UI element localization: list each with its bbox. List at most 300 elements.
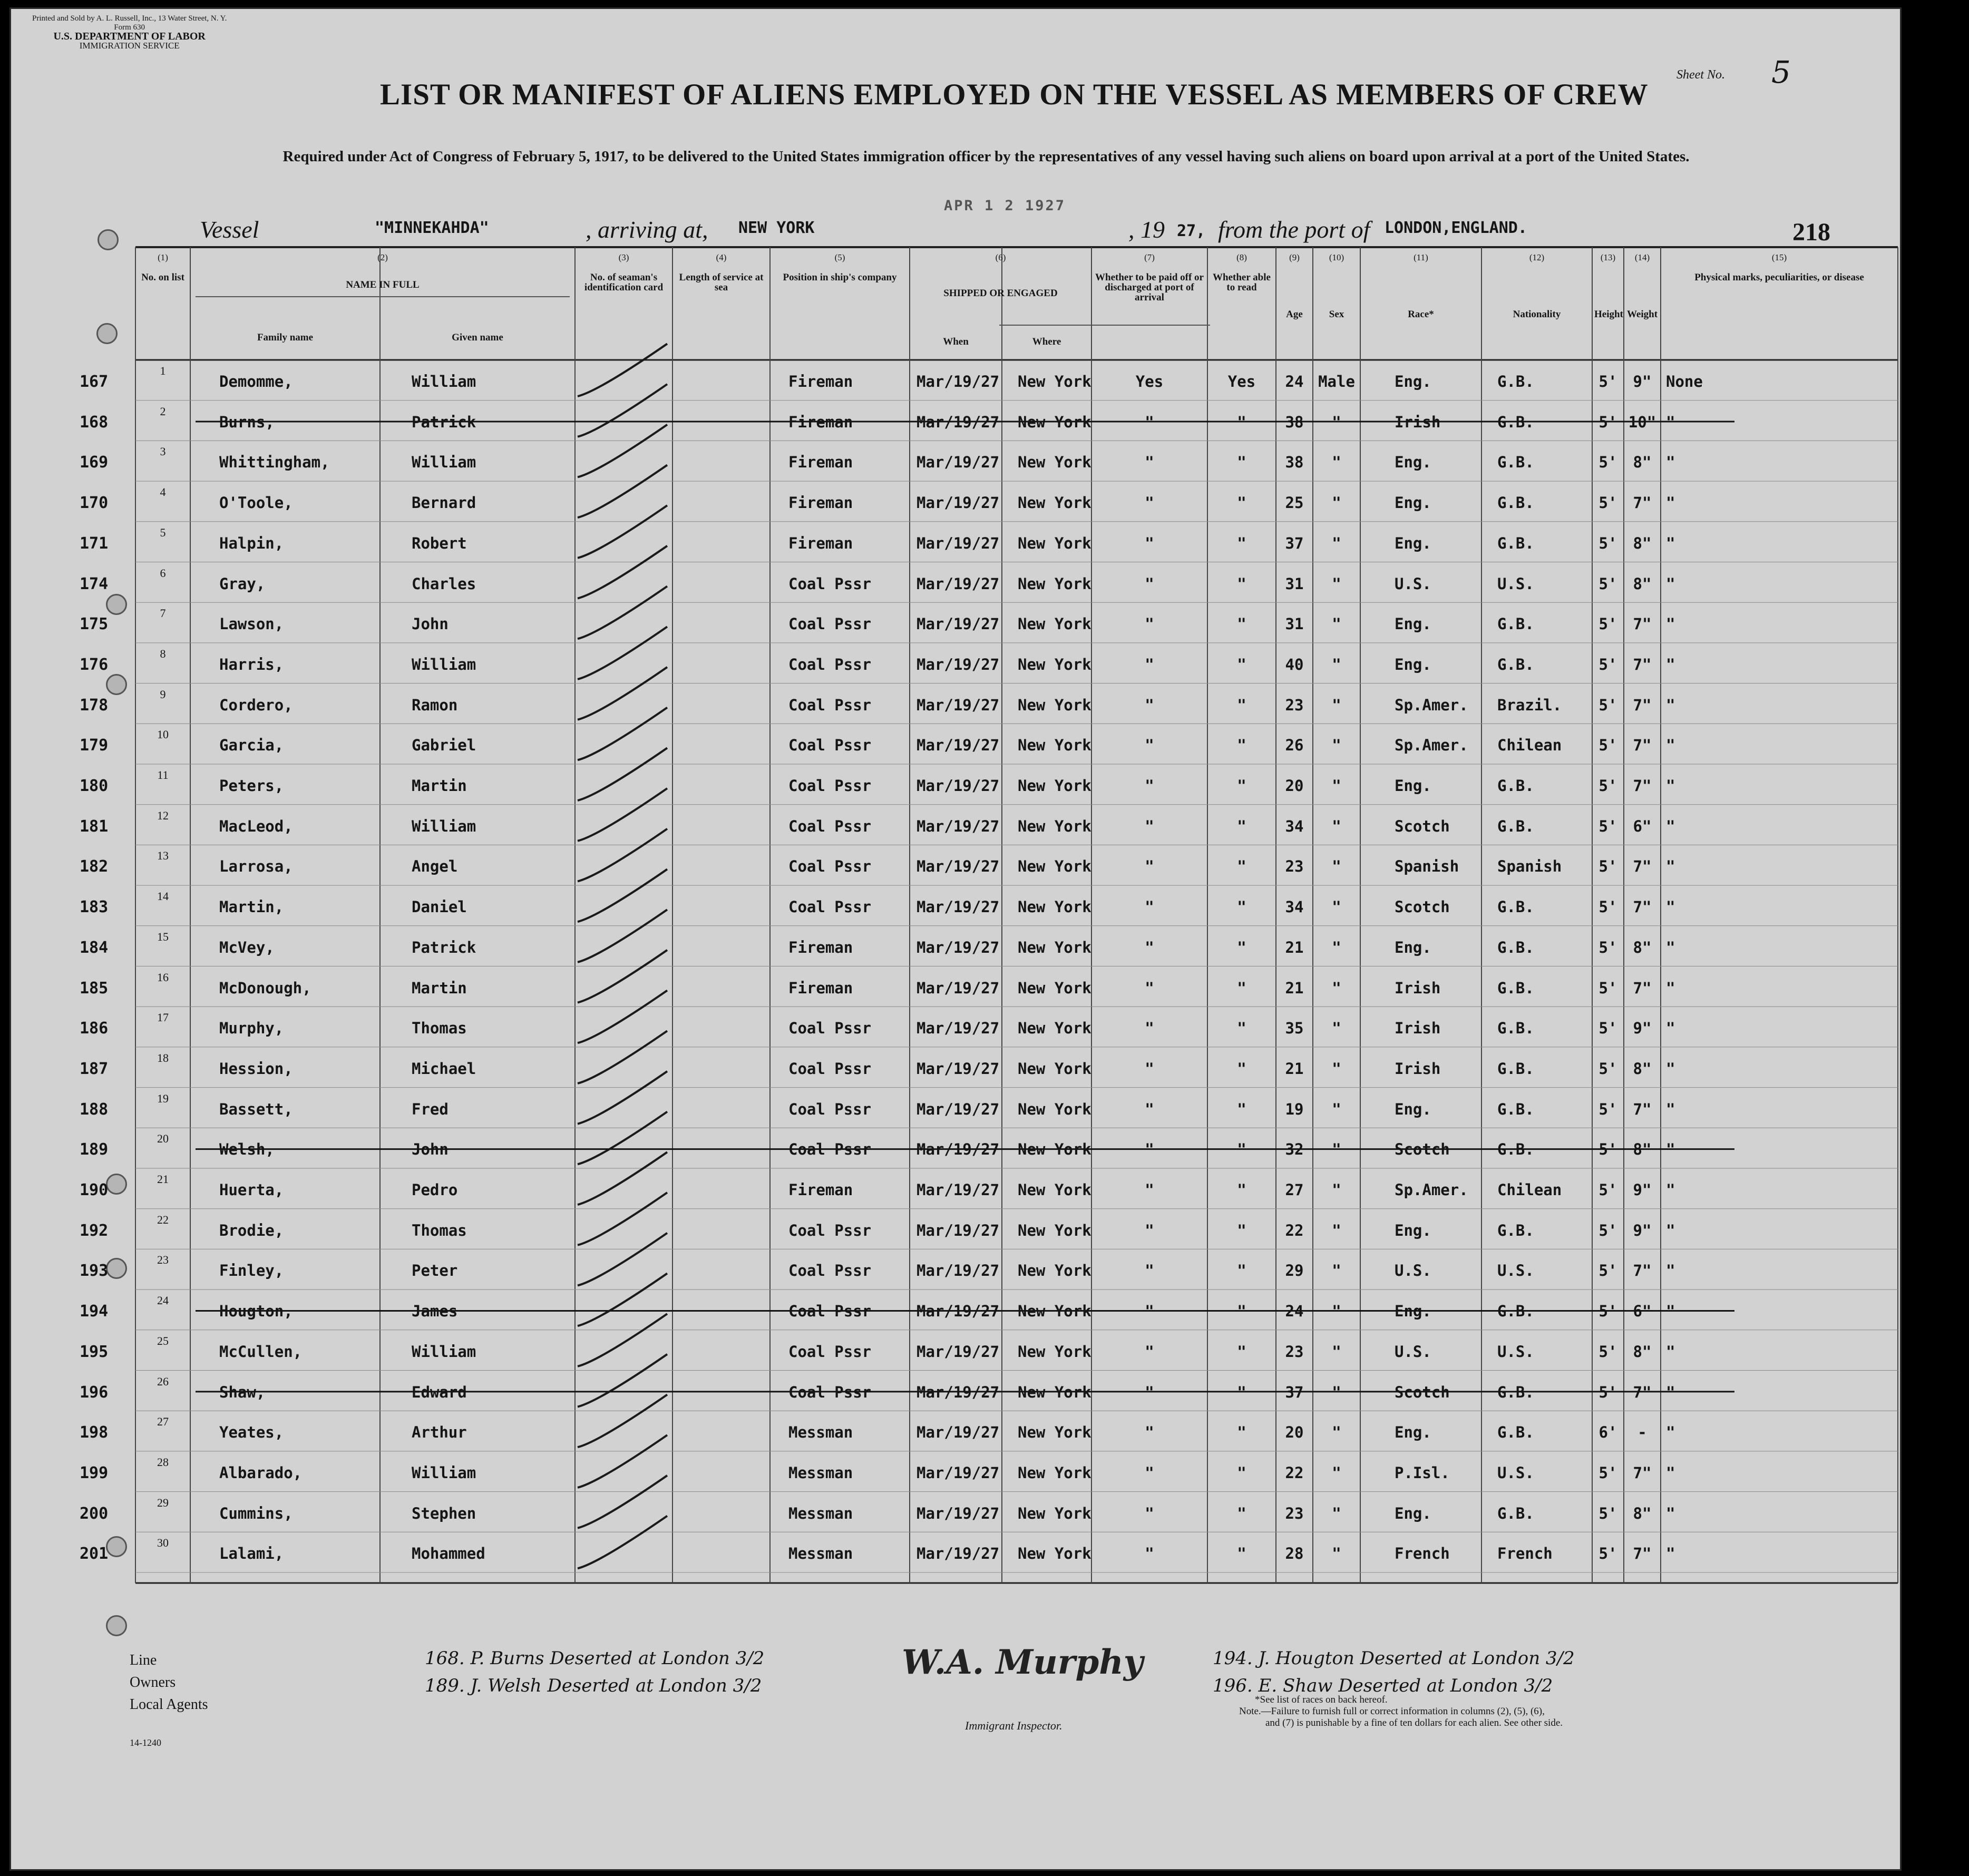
cell-sex: ": [1332, 1019, 1341, 1038]
cell-paid: ": [1145, 1302, 1154, 1321]
cell-read: ": [1237, 696, 1246, 714]
local-agents-label: Local Agents: [130, 1696, 208, 1713]
cell-height: 5': [1598, 1262, 1617, 1280]
ledger-number: 193: [80, 1262, 109, 1281]
column-header: (13): [1600, 252, 1616, 262]
cell-where: New York: [1018, 1181, 1091, 1199]
cell-when: Mar/19/27: [917, 1059, 1000, 1078]
cell-height: 5': [1598, 413, 1617, 431]
cell-family: Brodie,: [219, 1221, 284, 1239]
publisher-line: Printed and Sold by A. L. Russell, Inc., 13 Water Street, N. Y.: [32, 14, 227, 23]
cell-nationality: G.B.: [1497, 1140, 1534, 1159]
cell-weight: 7": [1633, 1100, 1652, 1118]
cell-weight: 7": [1633, 1383, 1652, 1401]
cell-position: Coal Pssr: [788, 696, 872, 714]
cell-when: Mar/19/27: [917, 1140, 1000, 1159]
cell-height: 5': [1598, 696, 1617, 714]
tick-mark: [578, 344, 667, 396]
cell-when: Mar/19/27: [917, 1383, 1000, 1401]
cell-nationality: G.B.: [1497, 979, 1534, 997]
cell-read: ": [1237, 1463, 1246, 1482]
cell-weight: -: [1637, 1423, 1647, 1442]
cell-given: James: [412, 1302, 458, 1321]
ledger-number: 186: [80, 1019, 109, 1038]
cell-height: 5': [1598, 817, 1617, 835]
cell-position: Coal Pssr: [788, 1100, 872, 1118]
cell-weight: 8": [1633, 1059, 1652, 1078]
cell-position: Messman: [788, 1545, 853, 1563]
cell-read: Yes: [1227, 373, 1256, 390]
cell-given: Thomas: [412, 1221, 467, 1239]
form-code: 14-1240: [130, 1737, 161, 1748]
cell-race: Eng.: [1395, 1100, 1431, 1118]
cell-sex: ": [1332, 898, 1341, 916]
ledger-number: 200: [80, 1504, 109, 1523]
cell-paid: Yes: [1135, 373, 1164, 390]
cell-paid: ": [1145, 534, 1154, 552]
cell-family: Hession,: [219, 1059, 293, 1078]
cell-no: 19: [157, 1091, 169, 1105]
cell-family: Cordero,: [219, 696, 293, 714]
cell-no: 20: [157, 1132, 169, 1146]
cell-paid: ": [1145, 655, 1154, 673]
cell-where: New York: [1018, 1302, 1091, 1321]
deserter-note: 196. E. Shaw Deserted at London 3/2: [1213, 1675, 1553, 1696]
cell-nationality: G.B.: [1497, 898, 1534, 916]
cell-race: Sp.Amer.: [1395, 1181, 1468, 1199]
cell-position: Fireman: [788, 534, 853, 552]
cell-age: 23: [1285, 696, 1304, 714]
year-prefix: , 19: [1128, 216, 1165, 243]
cell-when: Mar/19/27: [917, 736, 1000, 755]
cell-weight: 9": [1633, 1181, 1652, 1199]
cell-given: Daniel: [412, 898, 467, 916]
cell-sex: ": [1332, 655, 1341, 673]
cell-when: Mar/19/27: [917, 1019, 1000, 1038]
cell-position: Coal Pssr: [788, 898, 872, 916]
cell-where: New York: [1018, 979, 1091, 997]
cell-where: New York: [1018, 1140, 1091, 1159]
cell-read: ": [1237, 1342, 1246, 1361]
cell-read: ": [1237, 736, 1246, 755]
cell-when: Mar/19/27: [917, 1302, 1000, 1321]
cell-age: 35: [1285, 1019, 1304, 1038]
cell-sex: ": [1332, 494, 1341, 512]
cell-given: Thomas: [412, 1019, 467, 1038]
cell-read: ": [1237, 898, 1246, 916]
cell-marks: ": [1666, 615, 1675, 633]
cell-family: Martin,: [219, 898, 284, 916]
cell-position: Coal Pssr: [788, 1059, 872, 1078]
cell-race: Scotch: [1395, 898, 1450, 916]
cell-race: Eng.: [1395, 453, 1431, 472]
cell-read: ": [1237, 1545, 1246, 1563]
cell-where: New York: [1018, 574, 1091, 593]
cell-weight: 9": [1633, 1221, 1652, 1239]
cell-family: Burns,: [219, 413, 275, 431]
cell-family: McCullen,: [219, 1342, 303, 1361]
cell-family: Murphy,: [219, 1019, 284, 1038]
cell-age: 21: [1285, 1059, 1304, 1078]
cell-position: Messman: [788, 1463, 853, 1482]
cell-when: Mar/19/27: [917, 655, 1000, 673]
cell-where: New York: [1018, 1423, 1091, 1442]
cell-given: Patrick: [412, 413, 476, 431]
cell-family: McDonough,: [219, 979, 311, 997]
cell-age: 40: [1285, 655, 1304, 673]
cell-where: New York: [1018, 1221, 1091, 1239]
cell-given: John: [412, 615, 449, 633]
column-header: (15): [1771, 252, 1787, 262]
cell-paid: ": [1145, 979, 1154, 997]
cell-age: 26: [1285, 736, 1304, 755]
cell-given: Pedro: [412, 1181, 458, 1199]
cell-when: Mar/19/27: [917, 817, 1000, 835]
column-header: Length of service at sea: [679, 272, 764, 293]
cell-read: ": [1237, 1383, 1246, 1401]
cell-paid: ": [1145, 857, 1154, 876]
cell-read: ": [1237, 1100, 1246, 1118]
cell-race: French: [1395, 1545, 1450, 1563]
cell-position: Coal Pssr: [788, 1302, 872, 1321]
cell-race: Spanish: [1395, 857, 1459, 876]
vessel-label: Vessel: [200, 216, 259, 243]
cell-weight: 7": [1633, 736, 1652, 755]
cell-nationality: Chilean: [1497, 1181, 1562, 1199]
cell-position: Coal Pssr: [788, 615, 872, 633]
cell-marks: ": [1666, 1181, 1675, 1199]
cell-where: New York: [1018, 1019, 1091, 1038]
cell-read: ": [1237, 615, 1246, 633]
cell-family: Albarado,: [219, 1463, 303, 1482]
ledger-number: 201: [80, 1545, 109, 1564]
cell-marks: ": [1666, 1545, 1675, 1563]
cell-given: Angel: [412, 857, 458, 876]
cell-when: Mar/19/27: [917, 534, 1000, 552]
cell-no: 5: [160, 525, 166, 539]
manifest-sheet: [9, 7, 1902, 1871]
cell-nationality: French: [1497, 1545, 1553, 1563]
cell-given: Edward: [412, 1383, 467, 1401]
cell-weight: 9": [1633, 1019, 1652, 1038]
cell-no: 2: [160, 404, 166, 418]
cell-family: Welsh,: [219, 1140, 275, 1159]
ledger-number: 167: [80, 373, 109, 391]
cell-given: Gabriel: [412, 736, 476, 755]
ledger-number: 181: [80, 817, 109, 836]
cell-when: Mar/19/27: [917, 1545, 1000, 1563]
cell-nationality: Brazil.: [1497, 696, 1562, 714]
cell-sex: ": [1332, 1140, 1341, 1159]
cell-given: Charles: [412, 574, 476, 593]
cell-read: ": [1237, 494, 1246, 512]
cell-height: 5': [1598, 1221, 1617, 1239]
cell-sex: ": [1332, 1059, 1341, 1078]
cell-position: Fireman: [788, 938, 853, 956]
cell-where: New York: [1018, 938, 1091, 956]
cell-read: ": [1237, 938, 1246, 956]
cell-read: ": [1237, 1059, 1246, 1078]
cell-where: New York: [1018, 1262, 1091, 1280]
ledger-number: 189: [80, 1140, 109, 1159]
cell-given: William: [412, 1463, 476, 1482]
cell-age: 32: [1285, 1140, 1304, 1159]
cell-when: Mar/19/27: [917, 1262, 1000, 1280]
cell-family: Shaw,: [219, 1383, 266, 1401]
cell-marks: ": [1666, 1221, 1675, 1239]
fine-print: and (7) is punishable by a fine of ten dollars for each alien. See other side.: [1265, 1717, 1563, 1728]
cell-paid: ": [1145, 1059, 1154, 1078]
cell-read: ": [1237, 1221, 1246, 1239]
column-header: Whether able to read: [1213, 272, 1271, 293]
cell-nationality: G.B.: [1497, 413, 1534, 431]
cell-marks: ": [1666, 1019, 1675, 1038]
cell-marks: ": [1666, 938, 1675, 956]
column-header: Nationality: [1513, 309, 1561, 320]
cell-when: Mar/19/27: [917, 696, 1000, 714]
cell-height: 5': [1598, 979, 1617, 997]
cell-paid: ": [1145, 1181, 1154, 1199]
cell-read: ": [1237, 1262, 1246, 1280]
cell-no: 13: [157, 849, 169, 863]
cell-no: 21: [157, 1172, 169, 1186]
cell-when: Mar/19/27: [917, 574, 1000, 593]
cell-read: ": [1237, 574, 1246, 593]
line-label: Line: [130, 1652, 157, 1668]
cell-family: Gray,: [219, 574, 266, 593]
cell-age: 34: [1285, 817, 1304, 835]
column-header: Position in ship's company: [783, 272, 897, 283]
cell-sex: ": [1332, 696, 1341, 714]
cell-nationality: U.S.: [1497, 574, 1534, 593]
cell-paid: ": [1145, 494, 1154, 512]
cell-given: Bernard: [412, 494, 476, 512]
cell-given: William: [412, 453, 476, 472]
cell-paid: ": [1145, 574, 1154, 593]
cell-when: Mar/19/27: [917, 373, 1000, 390]
column-header: Family name: [257, 332, 314, 343]
cell-paid: ": [1145, 1100, 1154, 1118]
page-title: LIST OR MANIFEST OF ALIENS EMPLOYED ON THE VESSEL AS MEMBERS OF CREW: [380, 78, 1649, 111]
cell-marks: ": [1666, 655, 1675, 673]
cell-given: William: [412, 817, 476, 835]
cell-no: 1: [160, 364, 166, 377]
cell-race: Sp.Amer.: [1395, 736, 1468, 755]
cell-paid: ": [1145, 938, 1154, 956]
cell-sex: ": [1332, 453, 1341, 472]
cell-position: Coal Pssr: [788, 1221, 872, 1239]
cell-no: 12: [157, 808, 169, 822]
ledger-number: 188: [80, 1100, 109, 1119]
cell-read: ": [1237, 1423, 1246, 1442]
cell-given: Patrick: [412, 938, 476, 956]
cell-family: Bassett,: [219, 1100, 293, 1118]
cell-position: Fireman: [788, 494, 853, 512]
cell-family: Whittingham,: [219, 453, 330, 472]
cell-where: New York: [1018, 777, 1091, 795]
cell-where: New York: [1018, 1463, 1091, 1482]
cell-when: Mar/19/27: [917, 1423, 1000, 1442]
cell-no: 18: [157, 1051, 169, 1064]
cell-read: ": [1237, 655, 1246, 673]
cell-paid: ": [1145, 1383, 1154, 1401]
cell-race: Scotch: [1395, 1383, 1450, 1401]
cell-weight: 8": [1633, 938, 1652, 956]
cell-weight: 8": [1633, 1504, 1652, 1522]
cell-height: 5': [1598, 1140, 1617, 1159]
deserter-note: 168. P. Burns Deserted at London 3/2: [425, 1648, 765, 1669]
cell-nationality: Chilean: [1497, 736, 1562, 755]
cell-no: 26: [157, 1374, 169, 1388]
vessel-name: "MINNEKAHDA": [375, 219, 489, 237]
sheet-number-label: Sheet No.: [1676, 68, 1725, 82]
cell-where: New York: [1018, 373, 1091, 390]
column-header: When: [943, 336, 969, 347]
cell-no: 15: [157, 930, 169, 943]
cell-paid: ": [1145, 1423, 1154, 1442]
ledger-number: 179: [80, 736, 109, 755]
cell-height: 5': [1598, 453, 1617, 472]
ledger-number: 195: [80, 1342, 109, 1361]
ledger-number: 199: [80, 1463, 109, 1482]
year-suffix: 27,: [1177, 222, 1206, 240]
cell-marks: ": [1666, 574, 1675, 593]
cell-when: Mar/19/27: [917, 1342, 1000, 1361]
cell-height: 5': [1598, 1463, 1617, 1482]
cell-age: 22: [1285, 1221, 1304, 1239]
cell-when: Mar/19/27: [917, 1100, 1000, 1118]
deserter-note: 189. J. Welsh Deserted at London 3/2: [425, 1675, 762, 1696]
ledger-number: 174: [80, 574, 109, 593]
arriving-label: , arriving at,: [586, 216, 708, 243]
cell-where: New York: [1018, 1342, 1091, 1361]
cell-position: Coal Pssr: [788, 857, 872, 876]
cell-sex: ": [1332, 1262, 1341, 1280]
cell-race: Irish: [1395, 1059, 1441, 1078]
column-header: (3): [618, 252, 629, 262]
cell-where: New York: [1018, 898, 1091, 916]
cell-paid: ": [1145, 413, 1154, 431]
ledger-number: 176: [80, 655, 109, 674]
column-header: NAME IN FULL: [346, 279, 420, 290]
column-header: Age: [1286, 309, 1303, 320]
cell-nationality: G.B.: [1497, 938, 1534, 956]
cell-age: 20: [1285, 777, 1304, 795]
cell-height: 5': [1598, 615, 1617, 633]
column-header: Sex: [1329, 309, 1344, 320]
cell-marks: ": [1666, 898, 1675, 916]
cell-no: 11: [157, 768, 169, 781]
cell-sex: ": [1332, 1545, 1341, 1563]
cell-where: New York: [1018, 736, 1091, 755]
cell-marks: ": [1666, 1302, 1675, 1321]
ledger-number: 184: [80, 938, 109, 957]
cell-nationality: G.B.: [1497, 494, 1534, 512]
cell-read: ": [1237, 1504, 1246, 1522]
cell-position: Coal Pssr: [788, 817, 872, 835]
cell-read: ": [1237, 1181, 1246, 1199]
cell-when: Mar/19/27: [917, 777, 1000, 795]
cell-position: Fireman: [788, 373, 853, 390]
cell-sex: ": [1332, 1342, 1341, 1361]
cell-sex: ": [1332, 817, 1341, 835]
cell-given: Stephen: [412, 1504, 476, 1522]
cell-race: Irish: [1395, 979, 1441, 997]
cell-race: Eng.: [1395, 1302, 1431, 1321]
cell-paid: ": [1145, 696, 1154, 714]
cell-read: ": [1237, 777, 1246, 795]
cell-where: New York: [1018, 413, 1091, 431]
cell-read: ": [1237, 1302, 1246, 1321]
cell-given: Ramon: [412, 696, 458, 714]
cell-given: Martin: [412, 777, 467, 795]
cell-height: 5': [1598, 655, 1617, 673]
cell-age: 24: [1285, 373, 1304, 390]
cell-paid: ": [1145, 1221, 1154, 1239]
cell-no: 29: [157, 1496, 169, 1509]
cell-read: ": [1237, 453, 1246, 472]
cell-sex: ": [1332, 857, 1341, 876]
cell-position: Messman: [788, 1504, 853, 1522]
cell-position: Coal Pssr: [788, 655, 872, 673]
cell-race: Eng.: [1395, 494, 1431, 512]
cell-no: 23: [157, 1253, 169, 1267]
cell-family: Larrosa,: [219, 857, 293, 876]
cell-age: 22: [1285, 1463, 1304, 1482]
cell-family: Halpin,: [219, 534, 284, 552]
cell-race: Eng.: [1395, 1504, 1431, 1522]
cell-height: 5': [1598, 494, 1617, 512]
cell-race: U.S.: [1395, 1262, 1431, 1280]
cell-no: 30: [157, 1536, 169, 1550]
cell-nationality: G.B.: [1497, 1019, 1534, 1038]
cell-weight: 7": [1633, 1545, 1652, 1563]
cell-sex: ": [1332, 736, 1341, 755]
owners-label: Owners: [130, 1674, 176, 1691]
cell-nationality: G.B.: [1497, 1302, 1534, 1321]
cell-when: Mar/19/27: [917, 1181, 1000, 1199]
cell-position: Coal Pssr: [788, 1262, 872, 1280]
cell-when: Mar/19/27: [917, 979, 1000, 997]
cell-race: U.S.: [1395, 574, 1431, 593]
cell-sex: ": [1332, 938, 1341, 956]
cell-where: New York: [1018, 696, 1091, 714]
cell-where: New York: [1018, 494, 1091, 512]
cell-sex: ": [1332, 777, 1341, 795]
cell-paid: ": [1145, 1019, 1154, 1038]
cell-where: New York: [1018, 1100, 1091, 1118]
cell-no: 3: [160, 445, 166, 458]
fine-print: Note.—Failure to furnish full or correct information in columns (2), (5), (6),: [1239, 1706, 1545, 1717]
cell-family: Finley,: [219, 1262, 284, 1280]
cell-family: McVey,: [219, 938, 275, 956]
cell-where: New York: [1018, 1059, 1091, 1078]
ledger-number: 183: [80, 898, 109, 917]
ledger-number: 194: [80, 1302, 109, 1321]
cell-paid: ": [1145, 736, 1154, 755]
cell-no: 6: [160, 566, 166, 580]
cell-height: 5': [1598, 1100, 1617, 1118]
cell-age: 25: [1285, 494, 1304, 512]
cell-where: New York: [1018, 534, 1091, 552]
cell-age: 38: [1285, 413, 1304, 431]
cell-height: 5': [1598, 373, 1617, 390]
cell-weight: 6": [1633, 1302, 1652, 1321]
cell-race: Scotch: [1395, 1140, 1450, 1159]
cell-age: 21: [1285, 979, 1304, 997]
cell-age: 37: [1285, 1383, 1304, 1401]
cell-height: 5': [1598, 1059, 1617, 1078]
